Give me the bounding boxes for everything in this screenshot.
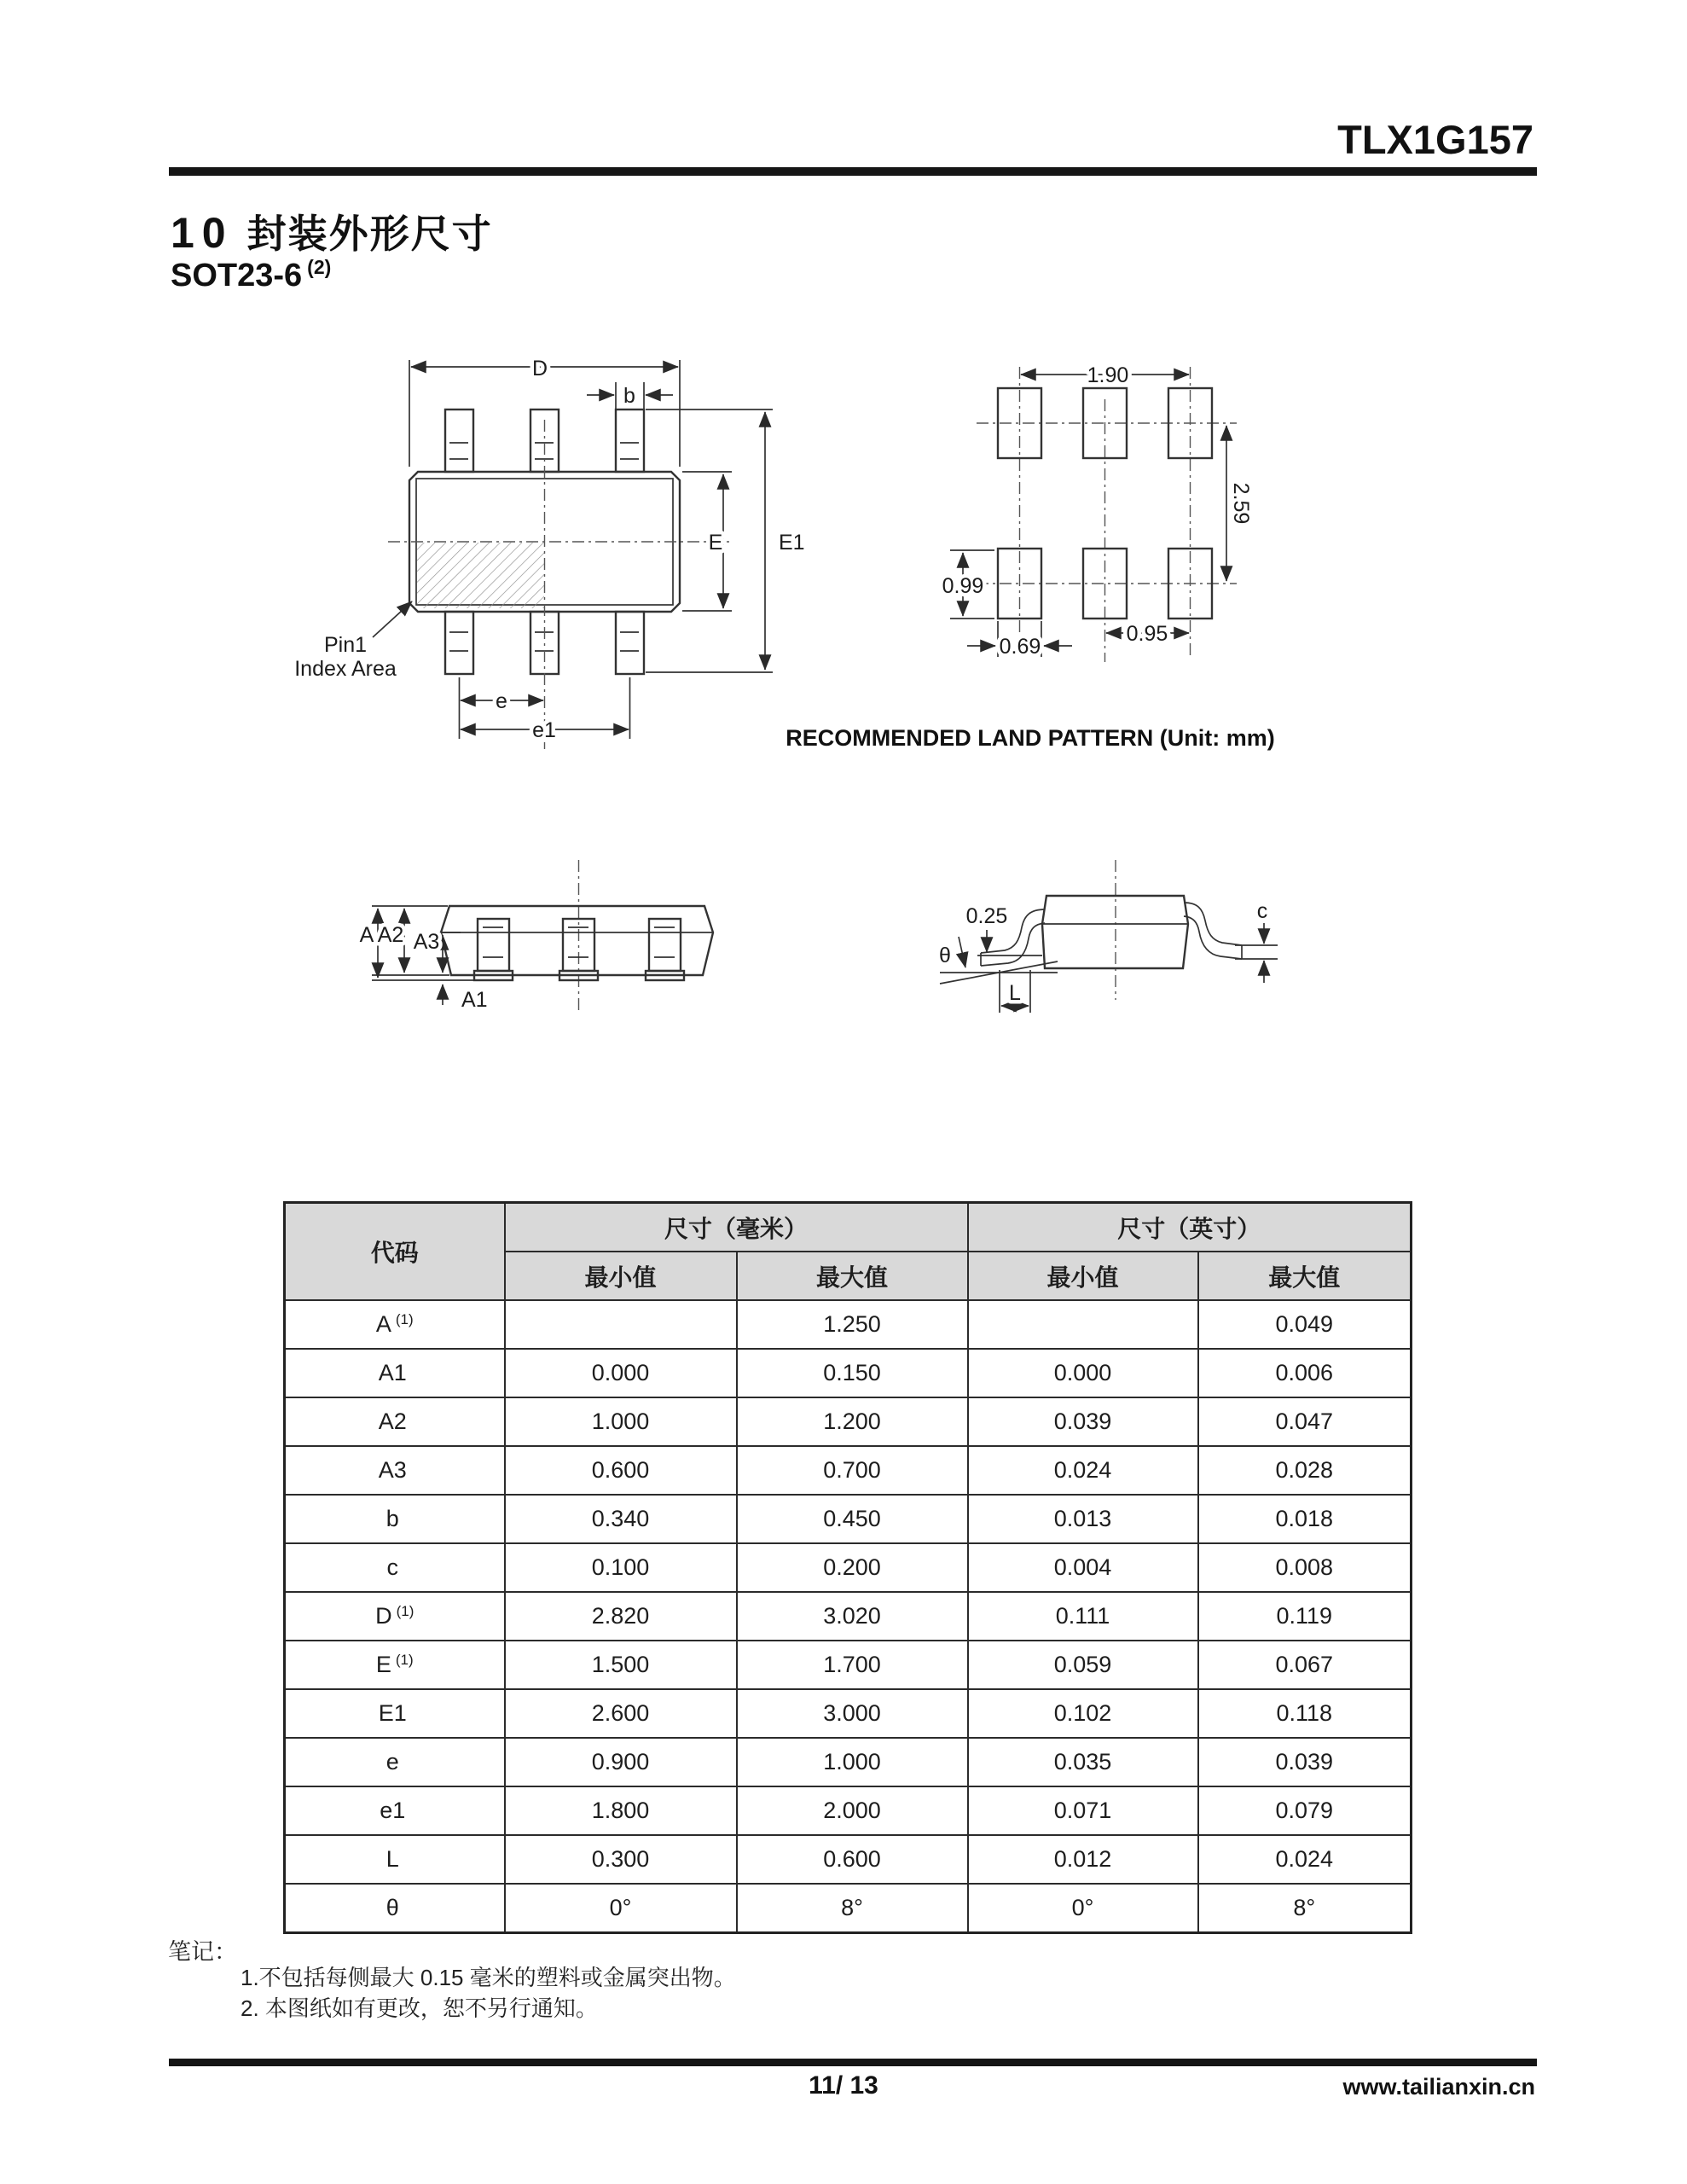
header-rule bbox=[169, 167, 1537, 176]
section-number: 10 bbox=[171, 209, 234, 257]
side-view-leads bbox=[474, 919, 684, 980]
cell: 0.008 bbox=[1198, 1543, 1412, 1592]
row-code: θ bbox=[285, 1884, 505, 1933]
cell: 1.500 bbox=[505, 1641, 737, 1689]
package-name bbox=[171, 256, 331, 294]
cell: 3.000 bbox=[737, 1689, 968, 1738]
cell: 0.150 bbox=[737, 1349, 968, 1397]
dim-1-90 bbox=[1021, 363, 1189, 387]
cell: 1.250 bbox=[737, 1300, 968, 1349]
dim-label-A3: A3 bbox=[413, 930, 440, 954]
dim-c bbox=[1235, 899, 1278, 983]
table-row bbox=[285, 1349, 1412, 1397]
row-code: e1 bbox=[285, 1786, 505, 1835]
footer-rule bbox=[169, 2059, 1537, 2066]
dim-label-e1: e1 bbox=[532, 718, 556, 742]
cell: 2.820 bbox=[505, 1592, 737, 1641]
dim-label-0-69: 0.69 bbox=[999, 635, 1041, 659]
table-row bbox=[285, 1300, 1412, 1349]
cell: 0° bbox=[505, 1884, 737, 1933]
dim-0-99 bbox=[942, 550, 994, 619]
cell: 0.079 bbox=[1198, 1786, 1412, 1835]
package-name-text: SOT23-6 bbox=[171, 258, 303, 293]
row-code: A $^{(1)}$ bbox=[285, 1300, 505, 1349]
cell: 1.800 bbox=[505, 1786, 737, 1835]
cell bbox=[505, 1300, 737, 1349]
dim-label-A2: A2 bbox=[377, 923, 404, 947]
col-header-in-min: 最小值 bbox=[968, 1252, 1198, 1300]
dimensions-table bbox=[283, 1201, 1412, 1934]
cell: 0.035 bbox=[968, 1738, 1198, 1786]
cell: 0.000 bbox=[505, 1349, 737, 1397]
notes-label: 笔记： bbox=[168, 1939, 237, 1965]
table-row bbox=[285, 1835, 1412, 1884]
cell: 1.000 bbox=[505, 1397, 737, 1446]
cell: 0.600 bbox=[737, 1835, 968, 1884]
pin1-hatch-area bbox=[417, 543, 544, 608]
cell: 0.024 bbox=[968, 1446, 1198, 1495]
cell: 0.028 bbox=[1198, 1446, 1412, 1495]
dim-label-E1: E1 bbox=[779, 531, 805, 555]
cell: 0.600 bbox=[505, 1446, 737, 1495]
table-row bbox=[285, 1446, 1412, 1495]
dim-label-E: E bbox=[708, 531, 723, 555]
cell: 0.111 bbox=[968, 1592, 1198, 1641]
row-code: A1 bbox=[285, 1349, 505, 1397]
cell: 0.102 bbox=[968, 1689, 1198, 1738]
pin1-label-line1: Pin1 bbox=[323, 633, 368, 657]
dim-E1 bbox=[646, 410, 805, 672]
dim-label-e: e bbox=[496, 689, 507, 713]
dim-0-69 bbox=[967, 621, 1072, 659]
cell: 1.700 bbox=[737, 1641, 968, 1689]
cell: 1.000 bbox=[737, 1738, 968, 1786]
col-header-in-max: 最大值 bbox=[1198, 1252, 1412, 1300]
dim-0-25 bbox=[966, 904, 1042, 956]
section-title-text: 封装外形尺寸 bbox=[246, 212, 493, 256]
pin1-label-line2: Index Area bbox=[294, 657, 397, 681]
table-row bbox=[285, 1495, 1412, 1543]
dim-label-A: A bbox=[359, 923, 374, 947]
dim-label-theta: θ bbox=[939, 944, 951, 967]
cell: 0.071 bbox=[968, 1786, 1198, 1835]
cell: 8° bbox=[1198, 1884, 1412, 1933]
table-row bbox=[285, 1641, 1412, 1689]
cell: 0.300 bbox=[505, 1835, 737, 1884]
table-row bbox=[285, 1689, 1412, 1738]
cell: 3.020 bbox=[737, 1592, 968, 1641]
dim-label-b: b bbox=[623, 384, 635, 408]
cell: 0° bbox=[968, 1884, 1198, 1933]
dim-label-L: L bbox=[1009, 981, 1021, 1005]
footer-page-number: 11/ 13 bbox=[809, 2071, 878, 2100]
dim-E bbox=[682, 472, 732, 611]
dim-2-59 bbox=[1226, 426, 1253, 581]
row-code: c bbox=[285, 1543, 505, 1592]
cell: 0.000 bbox=[968, 1349, 1198, 1397]
table-row bbox=[285, 1397, 1412, 1446]
package-side-view bbox=[360, 860, 713, 1014]
row-code: e bbox=[285, 1738, 505, 1786]
row-code: b bbox=[285, 1495, 505, 1543]
dim-label-0-25: 0.25 bbox=[965, 904, 1008, 928]
table-row bbox=[285, 1884, 1412, 1933]
row-code: A3 bbox=[285, 1446, 505, 1495]
dim-label-0-99: 0.99 bbox=[942, 574, 984, 598]
dim-label-c: c bbox=[1256, 899, 1268, 923]
table-row bbox=[285, 1786, 1412, 1835]
cell: 0.118 bbox=[1198, 1689, 1412, 1738]
col-header-inch: 尺寸（英寸） bbox=[968, 1203, 1412, 1252]
cell: 0.059 bbox=[968, 1641, 1198, 1689]
pin1-callout bbox=[294, 601, 412, 681]
cell: 0.119 bbox=[1198, 1592, 1412, 1641]
cell: 0.067 bbox=[1198, 1641, 1412, 1689]
pin-bend-ticks bbox=[449, 443, 639, 651]
cell: 0.006 bbox=[1198, 1349, 1412, 1397]
dim-L bbox=[1000, 970, 1030, 1013]
section-title bbox=[171, 203, 493, 259]
cell: 0.018 bbox=[1198, 1495, 1412, 1543]
cell: 2.000 bbox=[737, 1786, 968, 1835]
dim-label-0-95: 0.95 bbox=[1126, 622, 1168, 646]
dim-e-pitch bbox=[460, 677, 630, 742]
cell: 0.049 bbox=[1198, 1300, 1412, 1349]
col-header-mm: 尺寸（毫米） bbox=[505, 1203, 968, 1252]
land-pattern-view bbox=[786, 363, 1274, 751]
cell: 8° bbox=[737, 1884, 968, 1933]
row-code: A2 bbox=[285, 1397, 505, 1446]
cell: 0.024 bbox=[1198, 1835, 1412, 1884]
cell: 2.600 bbox=[505, 1689, 737, 1738]
cell: 0.013 bbox=[968, 1495, 1198, 1543]
table-row bbox=[285, 1738, 1412, 1786]
note-item-2: 2. 本图纸如有更改，恕不另行通知。 bbox=[241, 1995, 598, 2021]
cell: 0.012 bbox=[968, 1835, 1198, 1884]
row-code: D $^{(1)}$ bbox=[285, 1592, 505, 1641]
cell: 0.039 bbox=[1198, 1738, 1412, 1786]
table-row bbox=[285, 1592, 1412, 1641]
package-name-note: (2) bbox=[307, 256, 332, 278]
dim-b bbox=[587, 382, 673, 411]
row-code: E $^{(1)}$ bbox=[285, 1641, 505, 1689]
cell: 0.039 bbox=[968, 1397, 1198, 1446]
col-header-code: 代码 bbox=[285, 1203, 505, 1301]
package-end-view bbox=[939, 860, 1278, 1013]
package-top-view bbox=[294, 357, 804, 749]
dim-label-1-90: 1.90 bbox=[1087, 363, 1129, 387]
col-header-mm-min: 最小值 bbox=[505, 1252, 737, 1300]
footer-website: www.tailianxin.cn bbox=[1342, 2074, 1535, 2100]
dim-0-95 bbox=[1106, 622, 1189, 646]
dim-label-2-59: 2.59 bbox=[1229, 482, 1253, 525]
row-code: E1 bbox=[285, 1689, 505, 1738]
table-row bbox=[285, 1543, 1412, 1592]
note-item-1: 1.不包括每侧最大 0.15 毫米的塑料或金属突出物。 bbox=[241, 1965, 736, 1990]
cell: 0.340 bbox=[505, 1495, 737, 1543]
dim-label-D: D bbox=[531, 357, 548, 380]
cell: 0.900 bbox=[505, 1738, 737, 1786]
dim-D bbox=[409, 357, 680, 467]
table-header-row-1 bbox=[285, 1203, 1412, 1252]
cell: 0.004 bbox=[968, 1543, 1198, 1592]
row-code: L bbox=[285, 1835, 505, 1884]
col-header-mm-max: 最大值 bbox=[737, 1252, 968, 1300]
dim-theta bbox=[939, 937, 1058, 984]
land-pattern-caption: RECOMMENDED LAND PATTERN (Unit: mm) bbox=[786, 725, 1275, 751]
cell: 0.100 bbox=[505, 1543, 737, 1592]
cell: 0.700 bbox=[737, 1446, 968, 1495]
cell: 0.047 bbox=[1198, 1397, 1412, 1446]
dim-label-A1: A1 bbox=[461, 988, 488, 1012]
cell bbox=[968, 1300, 1198, 1349]
cell: 0.450 bbox=[737, 1495, 968, 1543]
doc-number: TLX1G157 bbox=[1337, 117, 1533, 162]
cell: 0.200 bbox=[737, 1543, 968, 1592]
cell: 1.200 bbox=[737, 1397, 968, 1446]
